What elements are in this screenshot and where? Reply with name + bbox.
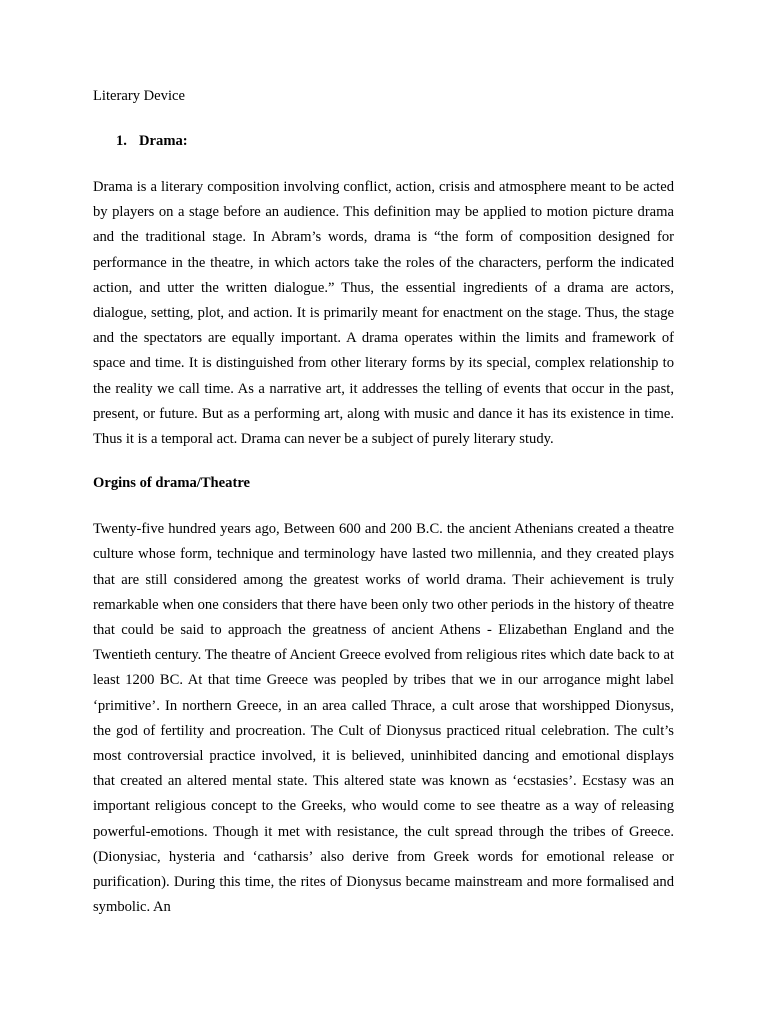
- subheading-origins: Orgins of drama/Theatre: [93, 475, 251, 492]
- section-heading-drama: [93, 131, 674, 152]
- section-number: 1.: [116, 133, 127, 149]
- paragraph-drama-definition: Drama is a literary composition involving conflict, action, crisis and atmosphere meant to be acted by players on a stage before an audience. This definition may be applied to motion picture drama and the traditional stage. In Abram’s words, drama is “the form of composition designed for performance in the theatre, in which actors take the roles of the characters, perform the indicated action, and utter the written dialogue.” Thus, the essential ingredients of a drama are actors, dialogue, setting, plot, and action. It is primarily meant for enactment on the stage. Thus, the stage and the spectators are equally important. A drama operates within the limits and framework of space and time. It is distinguished from other literary forms by its special, complex relationship to the reality we call time. As a narrative art, it addresses the telling of events that occur in the past, present, or future. But as a performing art, along with music and dance it has its existence in time. Thus it is a temporal act. Drama can never be a subject of purely literary study.: [93, 179, 674, 448]
- section-title: Drama:: [139, 133, 188, 149]
- paragraph-origins: Twenty-five hundred years ago, Between 600 and 200 B.C. the ancient Athenians created a theatre culture whose form, technique and terminology have lasted two millennia, and they created plays that are still considered among the greatest works of world drama. Their achievement is truly remarkable when one considers that there have been only two other periods in the history of theatre that could be said to approach the greatness of ancient Athens - Elizabethan England and the Twentieth century. The theatre of Ancient Greece evolved from religious rites which date back to at least 1200 BC. At that time Greece was peopled by tribes that we in our arrogance might label ‘primitive’. In northern Greece, in an area called Thrace, a cult arose that worshipped Dionysus, the god of fertility and procreation. The Cult of Dionysus practiced ritual celebration. The cult’s most controversial practice involved, it is believed, uninhibited dancing and emotional displays that created an altered mental state. This altered state was known as ‘ecstasies’. Ecstasy was an important religious concept to the Greeks, who would come to see theatre as a way of releasing powerful-emotions. Though it met with resistance, the cult spread through the tribes of Greece. (Dionysiac, hysteria and ‘catharsis’ also derive from Greek words for emotional release or purification). During this time, the rites of Dionysus became mainstream and more formalised and symbolic. An: [93, 521, 674, 916]
- document-header: Literary Device: [93, 88, 185, 104]
